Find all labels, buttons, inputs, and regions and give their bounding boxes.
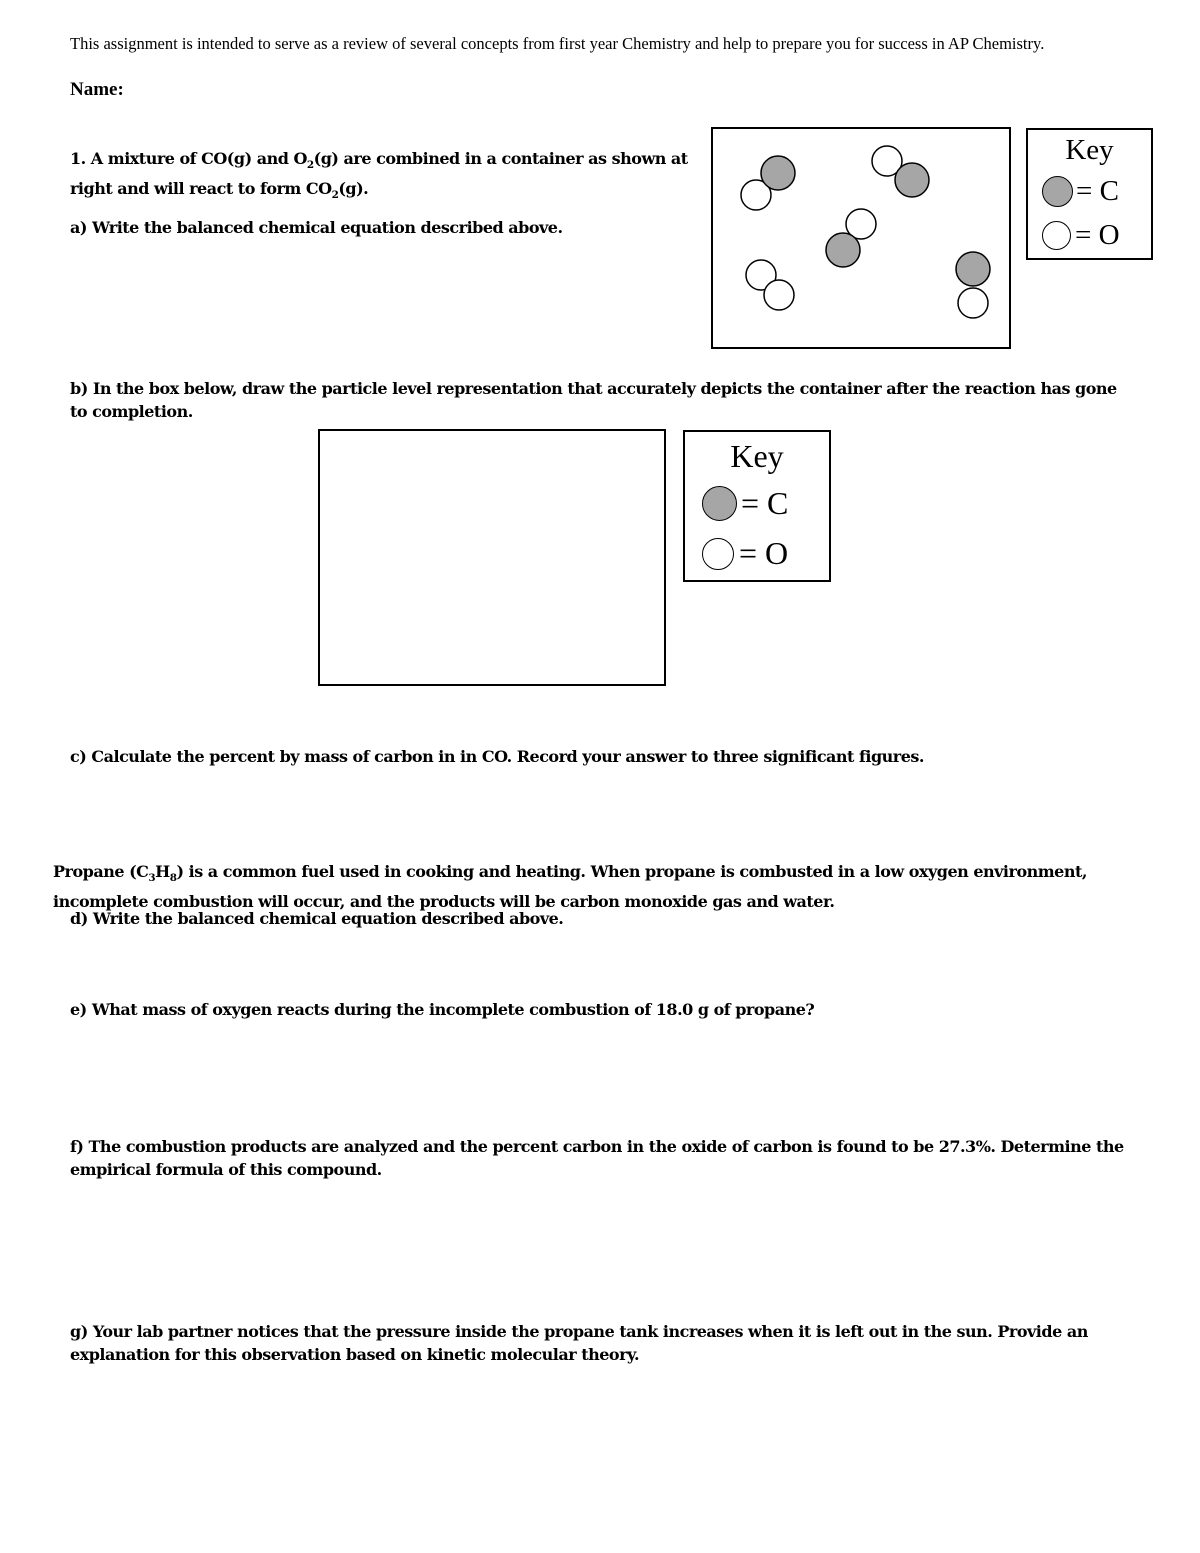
key-title: Key <box>730 438 784 474</box>
assignment-intro: This assignment is intended to serve as a review of several concepts from first year Chemistry and help to prepare you for success in AP Chemistry. <box>70 34 1045 53</box>
carbon-atom <box>895 163 929 197</box>
carbon-atom-icon <box>1042 176 1073 207</box>
drawing-box[interactable] <box>318 429 666 686</box>
propane-paragraph <box>53 860 1133 913</box>
propane-text-c: ) is a common fuel used in cooking and heating. When propane is combusted in a low oxygen environment, incomplete combustion will occur, and the products will be carbon monoxide gas and water. <box>53 862 1087 912</box>
atom-key-2 <box>683 430 831 582</box>
question-c: c) Calculate the percent by mass of carbon in in CO. Record your answer to three significant figures. <box>70 747 924 766</box>
key-oxygen-label: = O <box>1075 219 1120 251</box>
q1-text-c: (g). <box>338 179 369 199</box>
key-oxygen-row <box>1042 219 1120 252</box>
question-f: f) The combustion products are analyzed and the percent carbon in the oxide of carbon is found to be 27.3%. Determine the empirical formula of this compound. <box>70 1137 1124 1179</box>
key-oxygen-label: = O <box>739 535 789 571</box>
question-number: 1. <box>70 149 86 168</box>
question-g: g) Your lab partner notices that the pressure inside the propane tank increases when it is left out in the sun. Provide an explanation for this observation based on kinetic molecular theory. <box>70 1322 1088 1364</box>
question-e: e) What mass of oxygen reacts during the incomplete combustion of 18.0 g of propane? <box>70 1000 815 1019</box>
q1-text-b: (g) are combined in a container as shown at right and will react to form CO <box>70 149 688 199</box>
oxygen-atom-icon <box>702 538 734 570</box>
carbon-atom-icon <box>702 486 737 521</box>
oxygen-atom <box>764 280 794 310</box>
carbon-atom <box>826 233 860 267</box>
subscript: 2 <box>306 159 314 172</box>
key-oxygen-row <box>702 535 788 572</box>
carbon-atom <box>761 156 795 190</box>
initial-container-box <box>711 127 1011 349</box>
subscript: 2 <box>331 189 339 202</box>
oxygen-atom-icon <box>1042 221 1071 250</box>
atom-key <box>1026 128 1153 260</box>
key-carbon-label: = C <box>1076 175 1119 207</box>
key-carbon-row <box>702 485 788 522</box>
question-d: d) Write the balanced chemical equation described above. <box>70 909 564 928</box>
molecule-diagram <box>713 129 1013 351</box>
key-title: Key <box>1065 134 1114 166</box>
propane-text-a: Propane (C <box>53 862 149 881</box>
subscript: 8 <box>169 872 177 885</box>
question-1 <box>70 147 690 207</box>
carbon-atom <box>956 252 990 286</box>
subscript: 3 <box>148 872 156 885</box>
question-b: b) In the box below, draw the particle level representation that accurately depicts the container after the reaction has gone to completion. <box>70 379 1117 421</box>
propane-text-b: H <box>155 862 170 881</box>
question-a: a) Write the balanced chemical equation described above. <box>70 218 563 237</box>
key-carbon-row <box>1042 175 1119 208</box>
key-carbon-label: = C <box>741 485 789 521</box>
q1-text-a: A mixture of CO(g) and O <box>85 149 307 168</box>
name-label: Name: <box>70 79 124 100</box>
oxygen-atom <box>958 288 988 318</box>
